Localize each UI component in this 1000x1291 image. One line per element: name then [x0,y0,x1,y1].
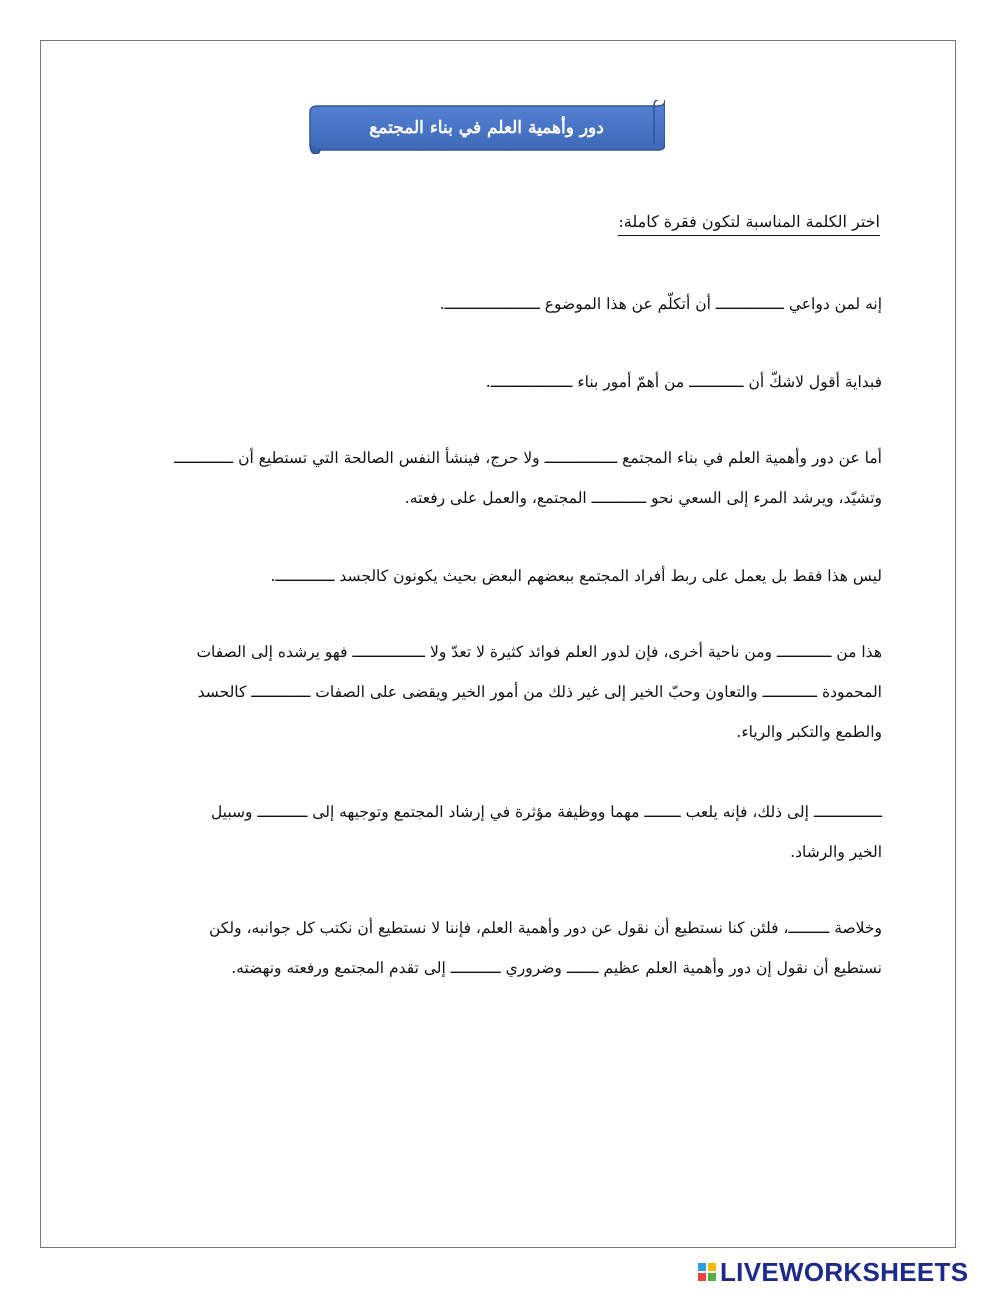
paragraph-2 [115,362,882,402]
logo-square [708,1273,716,1281]
paragraph-line: والطمع والتكبر والرياء. [736,723,882,741]
logo-square [698,1263,706,1271]
worksheet-title: دور وأهمية العلم في بناء المجتمع [369,118,604,138]
instruction-text: اختر الكلمة المناسبة لتكون فقرة كاملة: [618,212,880,236]
logo-grid-icon [698,1263,716,1281]
paragraph-line: أما عن دور وأهمية العلم في بناء المجتمع ــــــــــــــــ ولا حرج، فينشأ النفس الصالحة التي تستطيع أن ـــــــــــــ [174,449,882,467]
paragraph-line: فبداية أقول لاشكّ أن ــــــــــــ من أهمّ أمور بناء ــــــــــــــــــ. [485,373,882,391]
paragraph-line: ليس هذا فقط بل يعمل على ربط أفراد المجتمع ببعضهم البعض بحيث يكونون كالجسد ـــــــــــــ. [270,567,882,585]
liveworksheets-logo[interactable] [698,1258,968,1286]
paragraph-5 [115,632,882,752]
logo-square [708,1263,716,1271]
paragraph-7 [115,908,882,988]
paragraph-line: وخلاصة ـــــــــ، فلئن كنا نستطيع أن نقول عن دور وأهمية العلم، فإننا لا نستطيع أن نكتب كل جوانبه، ولكن [209,919,882,937]
title-banner [308,100,665,154]
paragraph-1 [115,284,882,324]
paragraph-3 [115,438,882,518]
logo-square [698,1273,706,1281]
paragraph-6 [115,792,882,872]
paragraph-4 [115,556,882,596]
paragraph-line: وتشيّد، ويرشد المرء إلى السعي نحو ــــــــــــ المجتمع، والعمل على رفعته. [404,489,882,507]
paragraph-line: هذا من ــــــــــــ ومن ناحية أخرى، فإن لدور العلم فوائد كثيرة لا تعدّ ولا ــــــــــــــــ فهو يرشده إلى الصفات [196,643,882,661]
paragraph-line: المحمودة ــــــــــــ والتعاون وحبّ الخير إلى غير ذلك من أمور الخير ويقضى على الصفات ـــــــــــــ كالحسد [197,683,882,701]
paragraph-line: إنه لمن دواعي ـــــــــــــــ أن أتكلّم عن هذا الموضوع ـــــــــــــــــــــ. [439,295,882,313]
paragraph-line: ـــــــــــــــ إلى ذلك، فإنه يلعب ــــــــ مهما ووظيفة مؤثرة في إرشاد المجتمع وتوجيهه إلى ـــــــــــ وسبيل [210,803,882,821]
paragraph-line: نستطيع أن نقول إن دور وأهمية العلم عظيم ـــــــ وضروري ـــــــــــ إلى تقدم المجتمع ورفعته ونهضته. [231,959,882,977]
paragraph-line: الخير والرشاد. [790,843,882,861]
logo-text: LIVEWORKSHEETS [720,1256,969,1287]
